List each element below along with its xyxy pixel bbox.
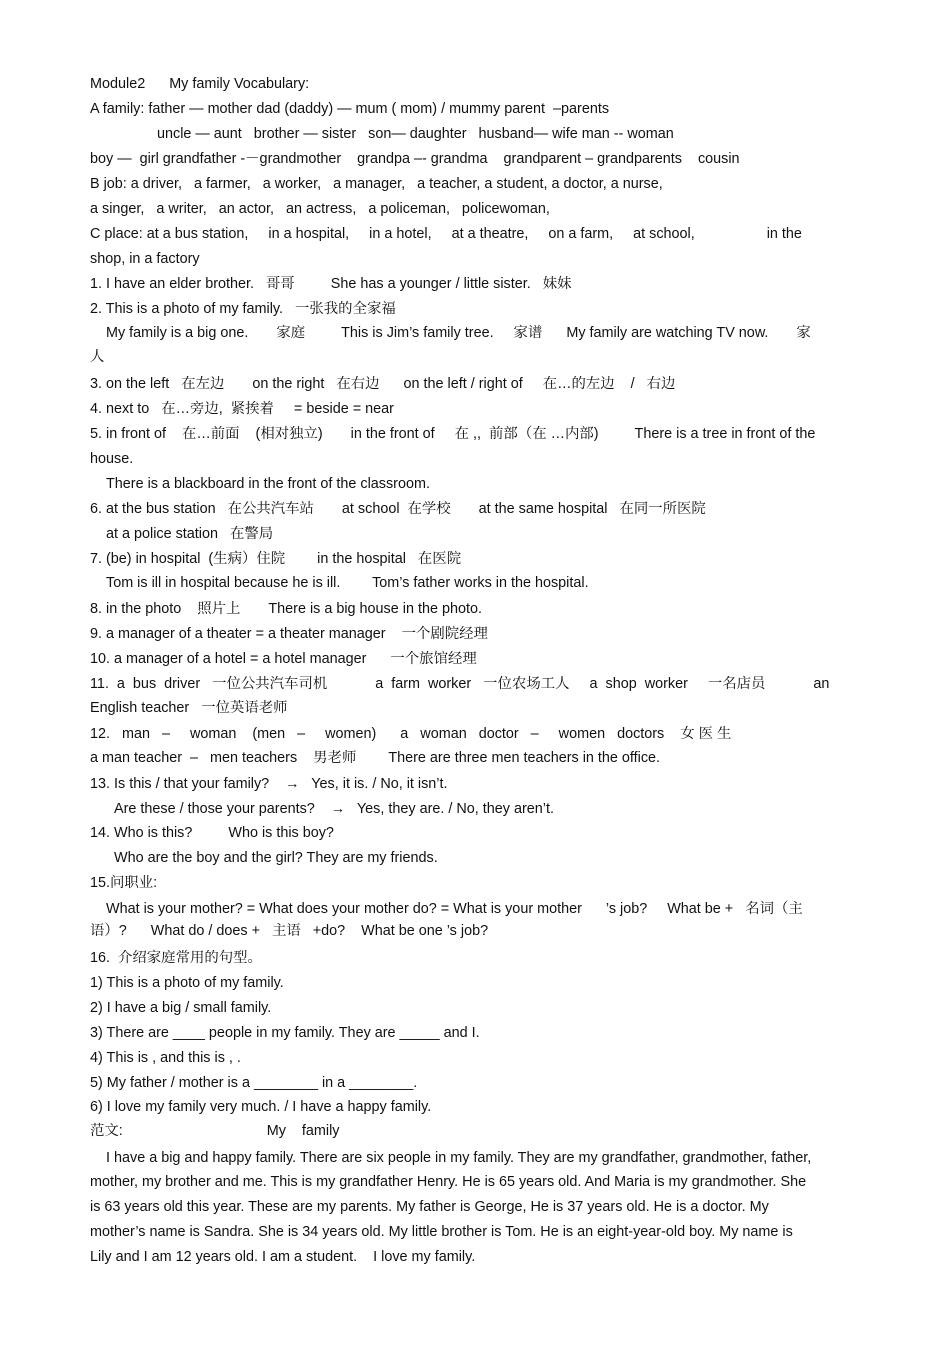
item-12: 12. man – woman (men – women) a woman doctor – women doctors 女 医 生 (90, 726, 732, 742)
vocab-family-line-3: boy — girl grandfather -－grandmother grandpa –- grandma grandparent – grandparents cousin (90, 151, 740, 167)
essay-line-2: mother, my brother and me. This is my grandfather Henry. He is 65 years old. And Maria is my grandmother. She (90, 1174, 807, 1190)
pattern-5: 5) My father / mother is a ________ in a ________. (90, 1075, 418, 1091)
item-10: 10. a manager of a hotel = a hotel manager 一个旅馆经理 (90, 651, 477, 667)
item-2: 2. This is a photo of my family. 一张我的全家福 (90, 301, 396, 317)
item-15-example: What is your mother? = What does your mother do? = What is your mother ’s job? What be + 名词（主 (106, 901, 803, 917)
vocab-job-line-2: a singer, a writer, an actor, an actress, a policeman, policewoman, (90, 201, 550, 217)
item-13: 13. Is this / that your family? → Yes, it is. / No, it isn’t. (90, 776, 448, 792)
item-6: 6. at the bus station 在公共汽车站 at school 在学校 at the same hospital 在同一所医院 (90, 501, 706, 517)
vocab-job-line-1: B job: a driver, a farmer, a worker, a manager, a teacher, a student, a doctor, a nurse, (90, 176, 663, 192)
item-1: 1. I have an elder brother. 哥哥 She has a younger / little sister. 妹妹 (90, 276, 572, 292)
module-title: Module2 My family Vocabulary: (90, 76, 310, 92)
vocab-family-line-2: uncle — aunt brother — sister son— daughter husband— wife man -- woman (157, 126, 674, 142)
vocab-place-line-2: shop, in a factory (90, 251, 200, 267)
item-15-example-cont: 语）? What do / does + 主语 +do? What be one ’s job? (90, 923, 489, 939)
item-14-cont: Who are the boy and the girl? They are my friends. (114, 850, 438, 866)
pattern-2: 2) I have a big / small family. (90, 1000, 272, 1016)
item-6-cont: at a police station 在警局 (106, 526, 274, 542)
item-8: 8. in the photo 照片上 There is a big house in the photo. (90, 601, 482, 617)
item-5-example: There is a blackboard in the front of the classroom. (106, 476, 430, 492)
item-5-cont: house. (90, 451, 134, 467)
item-12-cont: a man teacher – men teachers 男老师 There are three men teachers in the office. (90, 750, 661, 766)
item-2-example: My family is a big one. 家庭 This is Jim’s family tree. 家谱 My family are watching TV now. 家 (106, 325, 811, 341)
item-7-example: Tom is ill in hospital because he is ill. Tom’s father works in the hospital. (106, 575, 589, 591)
sample-essay-title: 范文: My family (90, 1123, 340, 1139)
item-5: 5. in front of 在…前面 (相对独立) in the front of 在 ,, 前部（在 …内部) There is a tree in front of the (90, 426, 816, 442)
item-2-example-cont: 人 (90, 349, 105, 365)
item-4: 4. next to 在…旁边, 紧挨着 = beside = near (90, 401, 394, 417)
item-3: 3. on the left 在左边 on the right 在右边 on the left / right of 在…的左边 / 右边 (90, 376, 676, 392)
essay-line-1: I have a big and happy family. There are six people in my family. They are my grandfather, grandmother, father, (106, 1150, 812, 1166)
item-13-cont: Are these / those your parents? → Yes, they are. / No, they aren’t. (114, 801, 554, 817)
item-11-cont: English teacher 一位英语老师 (90, 700, 288, 716)
item-7: 7. (be) in hospital (生病）住院 in the hospital 在医院 (90, 551, 462, 567)
pattern-4: 4) This is , and this is , . (90, 1050, 241, 1066)
essay-line-3: is 63 years old this year. These are my parents. My father is George, He is 37 years old. He is a doctor. My (90, 1199, 769, 1215)
pattern-3: 3) There are ____ people in my family. They are _____ and I. (90, 1025, 480, 1041)
item-9: 9. a manager of a theater = a theater manager 一个剧院经理 (90, 626, 488, 642)
essay-line-4: mother’s name is Sandra. She is 34 years old. My little brother is Tom. He is an eight-year-old boy. My name is (90, 1224, 793, 1240)
pattern-6: 6) I love my family very much. / I have a happy family. (90, 1099, 432, 1115)
item-14: 14. Who is this? Who is this boy? (90, 825, 334, 841)
vocab-place-line-1: C place: at a bus station, in a hospital, in a hotel, at a theatre, on a farm, at school, in the (90, 226, 802, 242)
item-11: 11. a bus driver 一位公共汽车司机 a farm worker 一位农场工人 a shop worker 一名店员 an (90, 676, 830, 692)
pattern-1: 1) This is a photo of my family. (90, 975, 284, 991)
item-16: 16. 介绍家庭常用的句型。 (90, 950, 262, 966)
essay-line-5: Lily and I am 12 years old. I am a student. I love my family. (90, 1249, 476, 1265)
vocab-family-line-1: A family: father — mother dad (daddy) — mum ( mom) / mummy parent –parents (90, 101, 610, 117)
item-15: 15.问职业: (90, 875, 158, 891)
